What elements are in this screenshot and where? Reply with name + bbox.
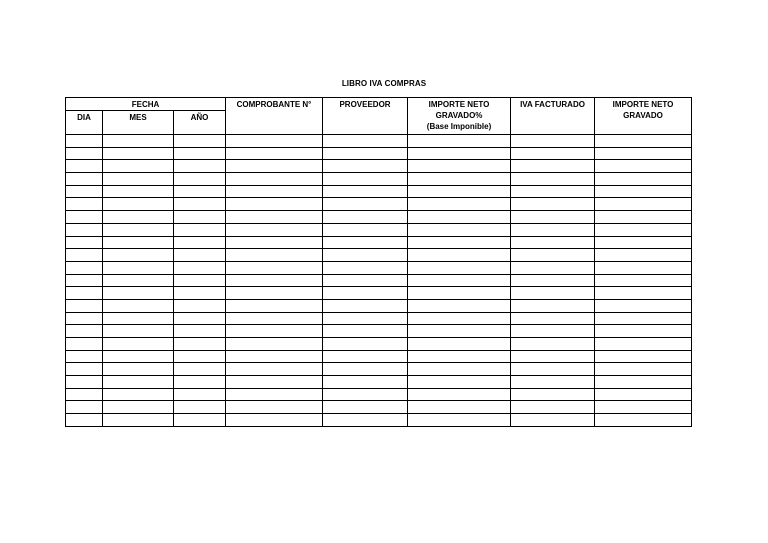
cell-importe-neto-gravado	[595, 249, 692, 262]
ledger-body	[66, 135, 692, 427]
cell-proveedor	[323, 173, 408, 186]
cell-comprobante	[226, 363, 323, 376]
cell-iva-facturado	[511, 223, 595, 236]
page-title: LIBRO IVA COMPRAS	[341, 79, 427, 88]
cell-iva-facturado	[511, 401, 595, 414]
cell-importe-neto-gravado	[595, 299, 692, 312]
cell-anio	[174, 401, 226, 414]
cell-iva-facturado	[511, 261, 595, 274]
table-row	[66, 274, 692, 287]
cell-anio	[174, 147, 226, 160]
cell-importe-neto-gravado	[595, 173, 692, 186]
cell-importe-neto-gravado-pct	[408, 287, 511, 300]
cell-importe-neto-gravado-pct	[408, 135, 511, 148]
cell-comprobante	[226, 299, 323, 312]
cell-anio	[174, 249, 226, 262]
cell-iva-facturado	[511, 160, 595, 173]
cell-anio	[174, 376, 226, 389]
cell-importe-neto-gravado-pct	[408, 338, 511, 351]
cell-iva-facturado	[511, 325, 595, 338]
cell-importe-neto-gravado	[595, 363, 692, 376]
cell-comprobante	[226, 211, 323, 224]
cell-mes	[103, 211, 174, 224]
cell-importe-neto-gravado	[595, 338, 692, 351]
cell-importe-neto-gravado	[595, 401, 692, 414]
cell-dia	[66, 401, 103, 414]
table-row	[66, 249, 692, 262]
cell-iva-facturado	[511, 376, 595, 389]
cell-dia	[66, 249, 103, 262]
cell-comprobante	[226, 160, 323, 173]
cell-proveedor	[323, 363, 408, 376]
cell-comprobante	[226, 147, 323, 160]
cell-proveedor	[323, 223, 408, 236]
cell-importe-neto-gravado-pct	[408, 299, 511, 312]
table-row	[66, 198, 692, 211]
table-row	[66, 363, 692, 376]
cell-proveedor	[323, 388, 408, 401]
cell-importe-neto-gravado	[595, 376, 692, 389]
cell-comprobante	[226, 236, 323, 249]
cell-mes	[103, 249, 174, 262]
cell-comprobante	[226, 414, 323, 427]
cell-proveedor	[323, 211, 408, 224]
cell-iva-facturado	[511, 147, 595, 160]
cell-anio	[174, 388, 226, 401]
cell-comprobante	[226, 388, 323, 401]
cell-anio	[174, 312, 226, 325]
cell-mes	[103, 338, 174, 351]
cell-importe-neto-gravado	[595, 414, 692, 427]
cell-importe-neto-gravado-pct	[408, 185, 511, 198]
cell-importe-neto-gravado	[595, 236, 692, 249]
cell-iva-facturado	[511, 198, 595, 211]
cell-comprobante	[226, 376, 323, 389]
cell-proveedor	[323, 160, 408, 173]
cell-anio	[174, 261, 226, 274]
cell-importe-neto-gravado-pct	[408, 249, 511, 262]
table-row	[66, 223, 692, 236]
cell-anio	[174, 211, 226, 224]
header-importe-neto-gravado-pct-line-2: GRAVADO%	[435, 111, 483, 120]
cell-dia	[66, 363, 103, 376]
cell-proveedor	[323, 135, 408, 148]
table-row	[66, 388, 692, 401]
cell-iva-facturado	[511, 338, 595, 351]
header-importe-neto-gravado-pct-line-1: IMPORTE NETO	[428, 100, 490, 109]
cell-mes	[103, 185, 174, 198]
cell-proveedor	[323, 287, 408, 300]
cell-importe-neto-gravado-pct	[408, 147, 511, 160]
table-row	[66, 261, 692, 274]
cell-mes	[103, 350, 174, 363]
cell-mes	[103, 363, 174, 376]
cell-comprobante	[226, 274, 323, 287]
cell-anio	[174, 338, 226, 351]
header-comprobante: COMPROBANTE N°	[226, 98, 323, 135]
cell-mes	[103, 376, 174, 389]
cell-proveedor	[323, 350, 408, 363]
cell-dia	[66, 211, 103, 224]
cell-importe-neto-gravado-pct	[408, 211, 511, 224]
cell-mes	[103, 173, 174, 186]
cell-proveedor	[323, 299, 408, 312]
cell-importe-neto-gravado-pct	[408, 414, 511, 427]
table-row	[66, 173, 692, 186]
libro-iva-compras-table	[65, 97, 692, 427]
cell-proveedor	[323, 185, 408, 198]
cell-proveedor	[323, 236, 408, 249]
cell-importe-neto-gravado	[595, 350, 692, 363]
cell-mes	[103, 325, 174, 338]
cell-dia	[66, 173, 103, 186]
header-importe-neto-gravado	[595, 98, 692, 135]
cell-anio	[174, 236, 226, 249]
cell-proveedor	[323, 312, 408, 325]
cell-anio	[174, 223, 226, 236]
cell-iva-facturado	[511, 312, 595, 325]
cell-importe-neto-gravado	[595, 198, 692, 211]
table-row	[66, 376, 692, 389]
cell-importe-neto-gravado	[595, 211, 692, 224]
cell-iva-facturado	[511, 135, 595, 148]
table-row	[66, 160, 692, 173]
table-row	[66, 135, 692, 148]
cell-proveedor	[323, 249, 408, 262]
cell-anio	[174, 198, 226, 211]
cell-mes	[103, 299, 174, 312]
cell-proveedor	[323, 198, 408, 211]
table-row	[66, 287, 692, 300]
cell-importe-neto-gravado-pct	[408, 236, 511, 249]
cell-mes	[103, 274, 174, 287]
cell-importe-neto-gravado	[595, 274, 692, 287]
cell-importe-neto-gravado-pct	[408, 350, 511, 363]
cell-mes	[103, 401, 174, 414]
cell-importe-neto-gravado-pct	[408, 160, 511, 173]
cell-dia	[66, 325, 103, 338]
cell-dia	[66, 376, 103, 389]
cell-anio	[174, 363, 226, 376]
cell-comprobante	[226, 249, 323, 262]
cell-anio	[174, 173, 226, 186]
cell-dia	[66, 223, 103, 236]
cell-importe-neto-gravado-pct	[408, 261, 511, 274]
cell-importe-neto-gravado-pct	[408, 388, 511, 401]
cell-importe-neto-gravado	[595, 185, 692, 198]
cell-mes	[103, 236, 174, 249]
cell-dia	[66, 198, 103, 211]
cell-dia	[66, 236, 103, 249]
cell-anio	[174, 185, 226, 198]
cell-anio	[174, 350, 226, 363]
cell-proveedor	[323, 401, 408, 414]
cell-mes	[103, 414, 174, 427]
cell-iva-facturado	[511, 388, 595, 401]
cell-dia	[66, 160, 103, 173]
cell-proveedor	[323, 376, 408, 389]
cell-mes	[103, 388, 174, 401]
cell-importe-neto-gravado	[595, 135, 692, 148]
table-row	[66, 312, 692, 325]
table-row	[66, 185, 692, 198]
header-importe-neto-gravado-pct-line-3: (Base Imponible)	[426, 122, 492, 131]
cell-comprobante	[226, 223, 323, 236]
cell-importe-neto-gravado	[595, 160, 692, 173]
cell-anio	[174, 325, 226, 338]
cell-anio	[174, 160, 226, 173]
cell-importe-neto-gravado	[595, 312, 692, 325]
header-fecha: FECHA	[66, 98, 226, 111]
cell-importe-neto-gravado	[595, 287, 692, 300]
cell-iva-facturado	[511, 185, 595, 198]
cell-importe-neto-gravado-pct	[408, 223, 511, 236]
cell-proveedor	[323, 274, 408, 287]
cell-comprobante	[226, 350, 323, 363]
table-row	[66, 236, 692, 249]
cell-mes	[103, 223, 174, 236]
cell-comprobante	[226, 261, 323, 274]
cell-iva-facturado	[511, 236, 595, 249]
cell-comprobante	[226, 287, 323, 300]
cell-iva-facturado	[511, 363, 595, 376]
cell-mes	[103, 135, 174, 148]
header-importe-neto-gravado-pct	[408, 98, 511, 135]
cell-iva-facturado	[511, 173, 595, 186]
header-mes: MES	[103, 111, 174, 135]
cell-importe-neto-gravado-pct	[408, 312, 511, 325]
cell-comprobante	[226, 401, 323, 414]
header-importe-neto-gravado-line-2: GRAVADO	[623, 111, 663, 120]
cell-dia	[66, 312, 103, 325]
cell-proveedor	[323, 147, 408, 160]
cell-iva-facturado	[511, 299, 595, 312]
cell-comprobante	[226, 325, 323, 338]
table-row	[66, 211, 692, 224]
cell-dia	[66, 261, 103, 274]
cell-dia	[66, 274, 103, 287]
cell-dia	[66, 299, 103, 312]
cell-importe-neto-gravado-pct	[408, 274, 511, 287]
cell-mes	[103, 312, 174, 325]
cell-importe-neto-gravado	[595, 388, 692, 401]
cell-mes	[103, 198, 174, 211]
cell-importe-neto-gravado	[595, 147, 692, 160]
cell-dia	[66, 414, 103, 427]
cell-importe-neto-gravado-pct	[408, 376, 511, 389]
cell-mes	[103, 160, 174, 173]
header-dia: DIA	[66, 111, 103, 135]
cell-comprobante	[226, 135, 323, 148]
table-row	[66, 401, 692, 414]
cell-anio	[174, 299, 226, 312]
cell-importe-neto-gravado	[595, 261, 692, 274]
cell-proveedor	[323, 414, 408, 427]
cell-mes	[103, 261, 174, 274]
header-importe-neto-gravado-line-1: IMPORTE NETO	[612, 100, 674, 109]
cell-comprobante	[226, 173, 323, 186]
cell-importe-neto-gravado	[595, 223, 692, 236]
cell-anio	[174, 274, 226, 287]
cell-dia	[66, 185, 103, 198]
cell-iva-facturado	[511, 274, 595, 287]
cell-importe-neto-gravado-pct	[408, 401, 511, 414]
header-iva-facturado: IVA FACTURADO	[511, 98, 595, 135]
cell-mes	[103, 287, 174, 300]
cell-anio	[174, 287, 226, 300]
cell-importe-neto-gravado	[595, 325, 692, 338]
cell-comprobante	[226, 185, 323, 198]
cell-dia	[66, 287, 103, 300]
cell-importe-neto-gravado-pct	[408, 198, 511, 211]
table-row	[66, 325, 692, 338]
cell-comprobante	[226, 198, 323, 211]
cell-dia	[66, 350, 103, 363]
cell-iva-facturado	[511, 211, 595, 224]
cell-iva-facturado	[511, 414, 595, 427]
cell-proveedor	[323, 325, 408, 338]
header-anio: AÑO	[174, 111, 226, 135]
cell-importe-neto-gravado-pct	[408, 325, 511, 338]
cell-iva-facturado	[511, 287, 595, 300]
cell-iva-facturado	[511, 350, 595, 363]
cell-proveedor	[323, 261, 408, 274]
cell-proveedor	[323, 338, 408, 351]
cell-dia	[66, 338, 103, 351]
cell-dia	[66, 147, 103, 160]
cell-anio	[174, 414, 226, 427]
cell-dia	[66, 388, 103, 401]
cell-dia	[66, 135, 103, 148]
header-proveedor: PROVEEDOR	[323, 98, 408, 135]
table-row	[66, 299, 692, 312]
table-row	[66, 338, 692, 351]
cell-importe-neto-gravado-pct	[408, 363, 511, 376]
cell-iva-facturado	[511, 249, 595, 262]
table-row	[66, 414, 692, 427]
cell-anio	[174, 135, 226, 148]
cell-mes	[103, 147, 174, 160]
table-row	[66, 147, 692, 160]
cell-importe-neto-gravado-pct	[408, 173, 511, 186]
cell-comprobante	[226, 312, 323, 325]
cell-comprobante	[226, 338, 323, 351]
table-row	[66, 350, 692, 363]
